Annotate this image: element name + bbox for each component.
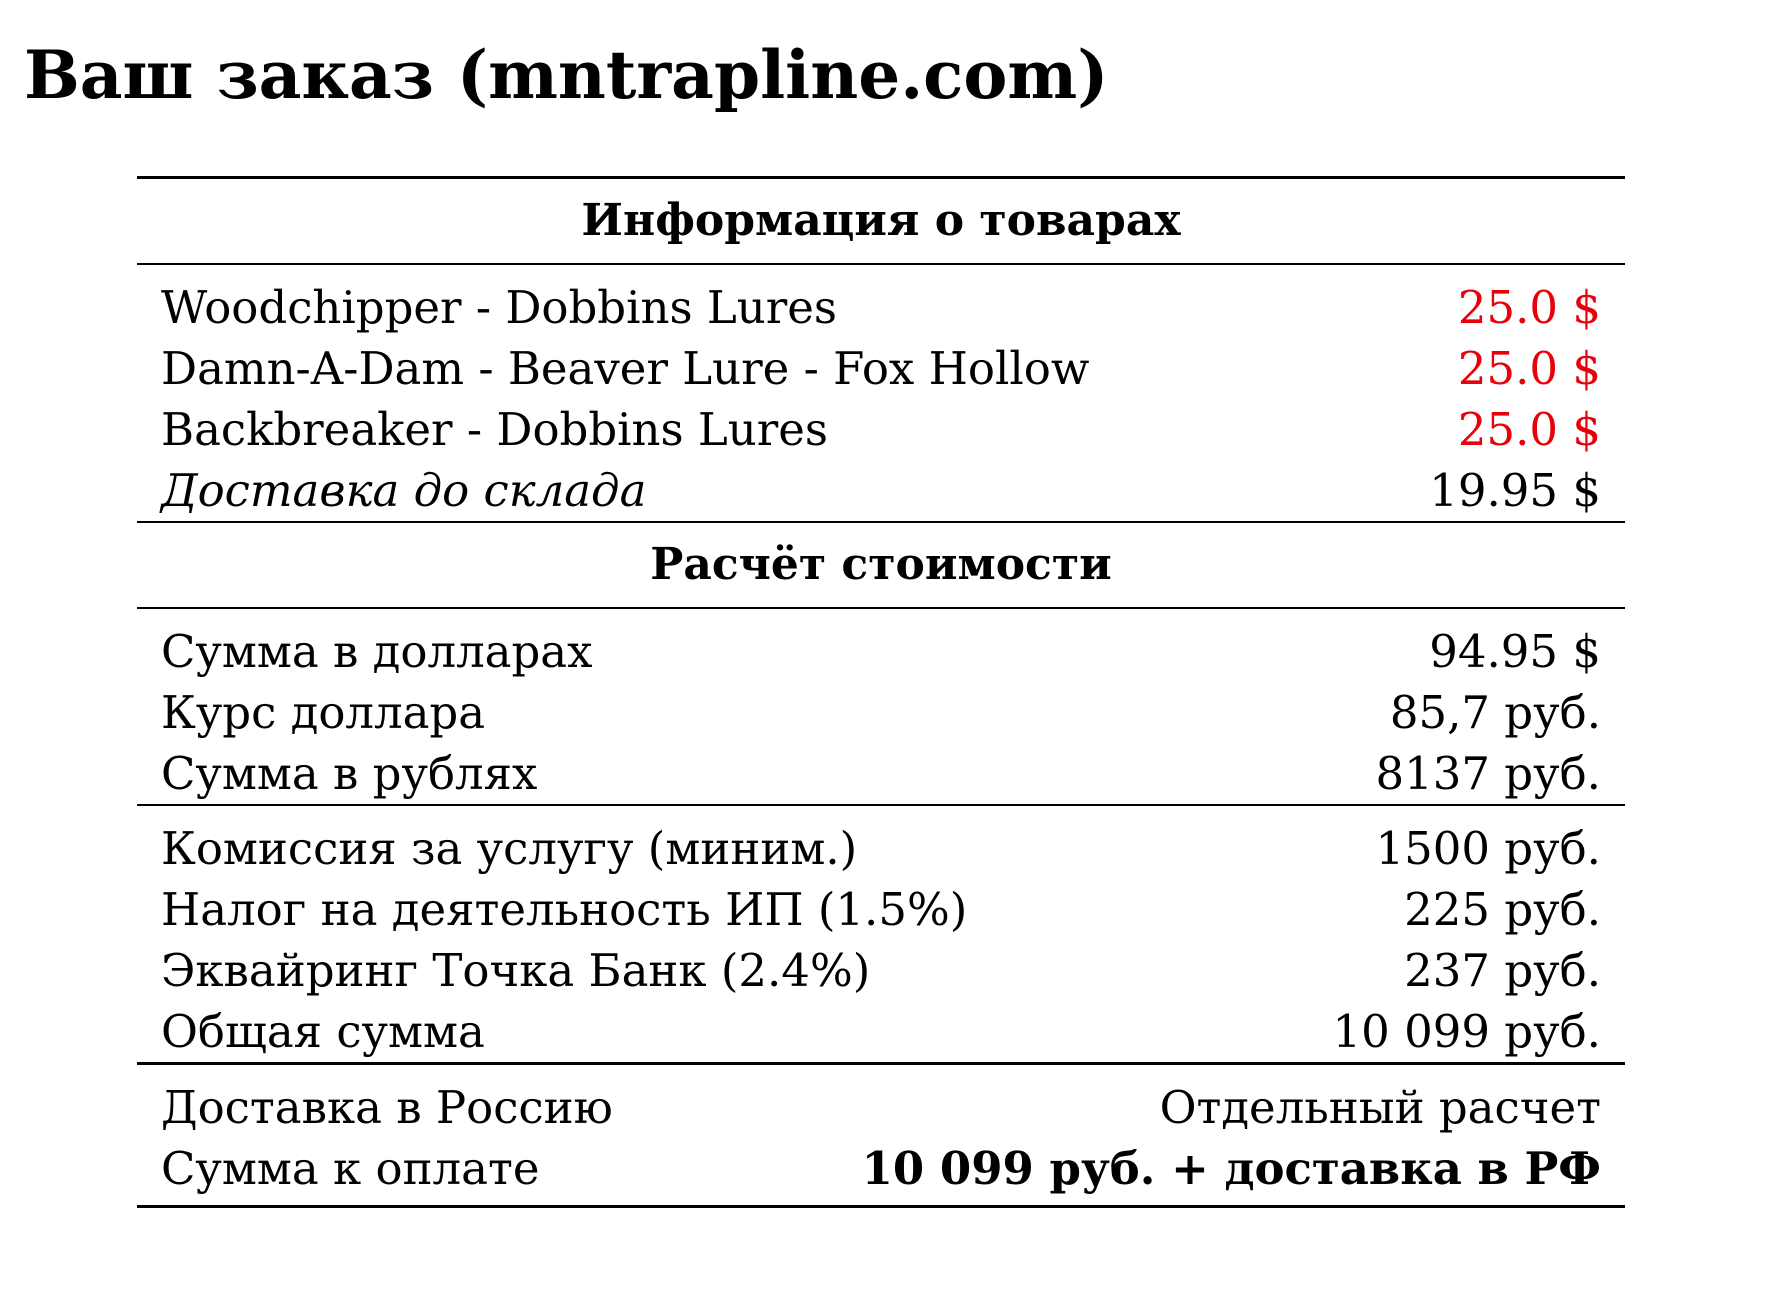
cost-row bbox=[161, 621, 1601, 682]
warehouse-shipping-row bbox=[161, 460, 1601, 521]
final-list bbox=[137, 1065, 1625, 1205]
total-label: Общая сумма bbox=[161, 1005, 485, 1058]
amount-due-value: 10 099 руб. + доставка в РФ bbox=[861, 1142, 1601, 1195]
cost-value: 8137 руб. bbox=[1375, 747, 1601, 800]
fee-value: 237 руб. bbox=[1404, 944, 1601, 997]
fee-label: Комиссия за услугу (миним.) bbox=[161, 822, 858, 875]
fee-row bbox=[161, 940, 1601, 1001]
cost-label: Сумма в долларах bbox=[161, 625, 593, 678]
product-price: 25.0 $ bbox=[1457, 342, 1601, 395]
amount-due-label: Сумма к оплате bbox=[161, 1142, 540, 1195]
section-heading-cost: Расчёт стоимости bbox=[650, 539, 1112, 590]
russia-shipping-label: Доставка в Россию bbox=[161, 1081, 613, 1134]
product-name: Backbreaker - Dobbins Lures bbox=[161, 403, 829, 456]
total-row bbox=[161, 1001, 1601, 1062]
fee-row bbox=[161, 879, 1601, 940]
section-heading-products: Информация о товарах bbox=[581, 195, 1181, 246]
total-value: 10 099 руб. bbox=[1332, 1005, 1601, 1058]
product-row bbox=[161, 277, 1601, 338]
fees-list bbox=[137, 806, 1625, 1062]
cost-row bbox=[161, 743, 1601, 804]
page-title: Ваш заказ (mntrapline.com) bbox=[24, 36, 1109, 114]
cost-row bbox=[161, 682, 1601, 743]
fee-value: 225 руб. bbox=[1404, 883, 1601, 936]
product-row bbox=[161, 338, 1601, 399]
amount-due-row bbox=[161, 1138, 1601, 1199]
cost-label: Курс доллара bbox=[161, 686, 486, 739]
fee-value: 1500 руб. bbox=[1375, 822, 1601, 875]
table-bottom-rule bbox=[137, 1205, 1625, 1208]
fee-label: Эквайринг Точка Банк (2.4%) bbox=[161, 944, 871, 997]
russia-shipping-value: Отдельный расчет bbox=[1159, 1081, 1601, 1134]
russia-shipping-row bbox=[161, 1077, 1601, 1138]
fee-label: Налог на деятельность ИП (1.5%) bbox=[161, 883, 968, 936]
product-row bbox=[161, 399, 1601, 460]
cost-label: Сумма в рублях bbox=[161, 747, 538, 800]
conversion-list bbox=[137, 609, 1625, 804]
fee-row bbox=[161, 818, 1601, 879]
warehouse-shipping-value: 19.95 $ bbox=[1429, 464, 1601, 517]
product-price: 25.0 $ bbox=[1457, 281, 1601, 334]
order-summary-table bbox=[137, 176, 1625, 1208]
cost-value: 94.95 $ bbox=[1429, 625, 1601, 678]
product-price: 25.0 $ bbox=[1457, 403, 1601, 456]
warehouse-shipping-label: Доставка до склада bbox=[161, 464, 647, 517]
products-list bbox=[137, 265, 1625, 521]
cost-value: 85,7 руб. bbox=[1389, 686, 1601, 739]
product-name: Woodchipper - Dobbins Lures bbox=[161, 281, 837, 334]
product-name: Damn-A-Dam - Beaver Lure - Fox Hollow bbox=[161, 342, 1090, 395]
